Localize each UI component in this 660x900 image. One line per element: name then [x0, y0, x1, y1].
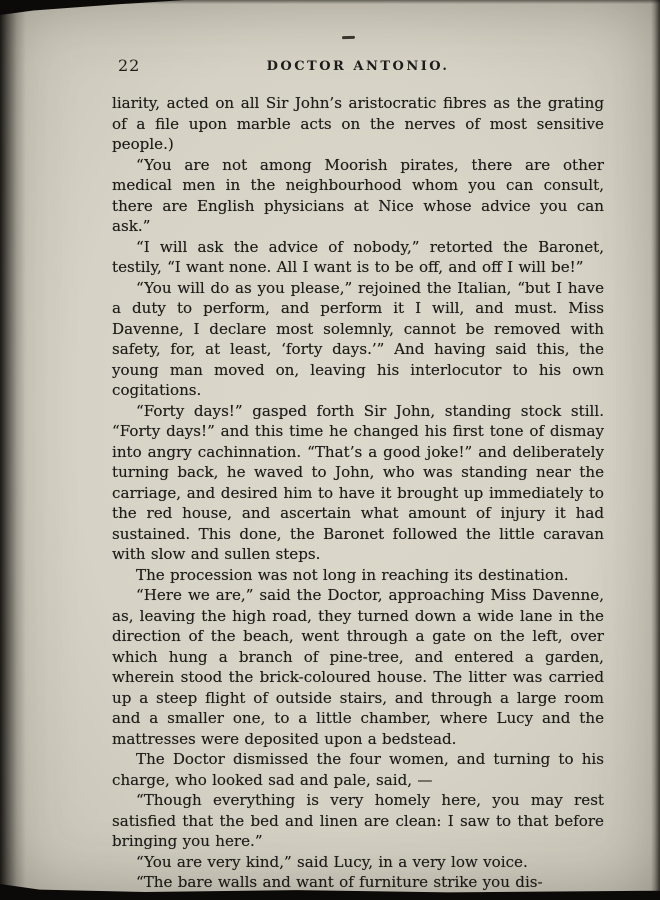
paragraph: “The bare walls and want of furniture strike you dis- [136, 873, 543, 891]
paragraph: “You will do as you please,” rejoined the Italian, “but I have a duty to perform, and perform it I will, and must. Miss Davenne, I declare most solemnly, cannot be removed with safety, for, at least, ‘forty days.’” And having said this, the young man moved on, leaving his interlocutor to his own cogitations. [112, 278, 604, 399]
paragraph: The procession was not long in reaching its destination. [136, 565, 569, 584]
page-header [112, 55, 604, 77]
page-number: 22 [118, 56, 141, 75]
paragraph: “I will ask the advice of nobody,” retorted the Baronet, testily, “I want none. All I want is to be off, and off I will be!” [112, 237, 604, 276]
scan-edge-right [651, 0, 660, 900]
paragraph: “You are not among Moorish pirates, there are other medical men in the neighbourhood whom you can consult, there are English physicians at Nice whose advice you can ask.” [112, 155, 604, 235]
paragraph: “You are very kind,” said Lucy, in a very low voice. [136, 852, 528, 871]
page-body [112, 93, 604, 893]
paragraph: The Doctor dismissed the four women, and turning to his charge, who looked sad and pale, said, — [112, 750, 604, 789]
paragraph: “Forty days!” gasped forth Sir John, standing stock still. “Forty days!” and this time he changed his first tone of dismay into angry cachinnation. “That’s a good joke!” and deliberately turning back, he waved to John, who was standing near the carriage, and desired him to have it brought up immediately to the red house, and ascertain what amount of injury it had sustained. This done, the Baronet followed the little caravan with slow and sullen steps. [112, 401, 604, 563]
paragraph: “Here we are,” said the Doctor, approaching Miss Davenne, as, leaving the high road, they turned down a wide lane in the direction of the beach, went through a gate on the left, over which hung a branch of pine-tree, and entered a garden, wherein stood the brick-coloured house. The litter was carried up a steep flight of outside stairs, and through a large room and a smaller one, to a little chamber, where Lucy and the mattresses were deposited upon a bedstead. [112, 586, 604, 748]
binding-shadow-left [0, 0, 26, 900]
paragraph: liarity, acted on all Sir John’s aristocratic fibres as the grating of a file upon marble acts on the nerves of most sensitive people.) [112, 94, 604, 153]
paragraph: “Though everything is very homely here, you may rest satisfied that the bed and linen are clean: I saw to that before bringing you here.” [112, 791, 604, 850]
running-title: DOCTOR ANTONIO. [266, 59, 450, 74]
